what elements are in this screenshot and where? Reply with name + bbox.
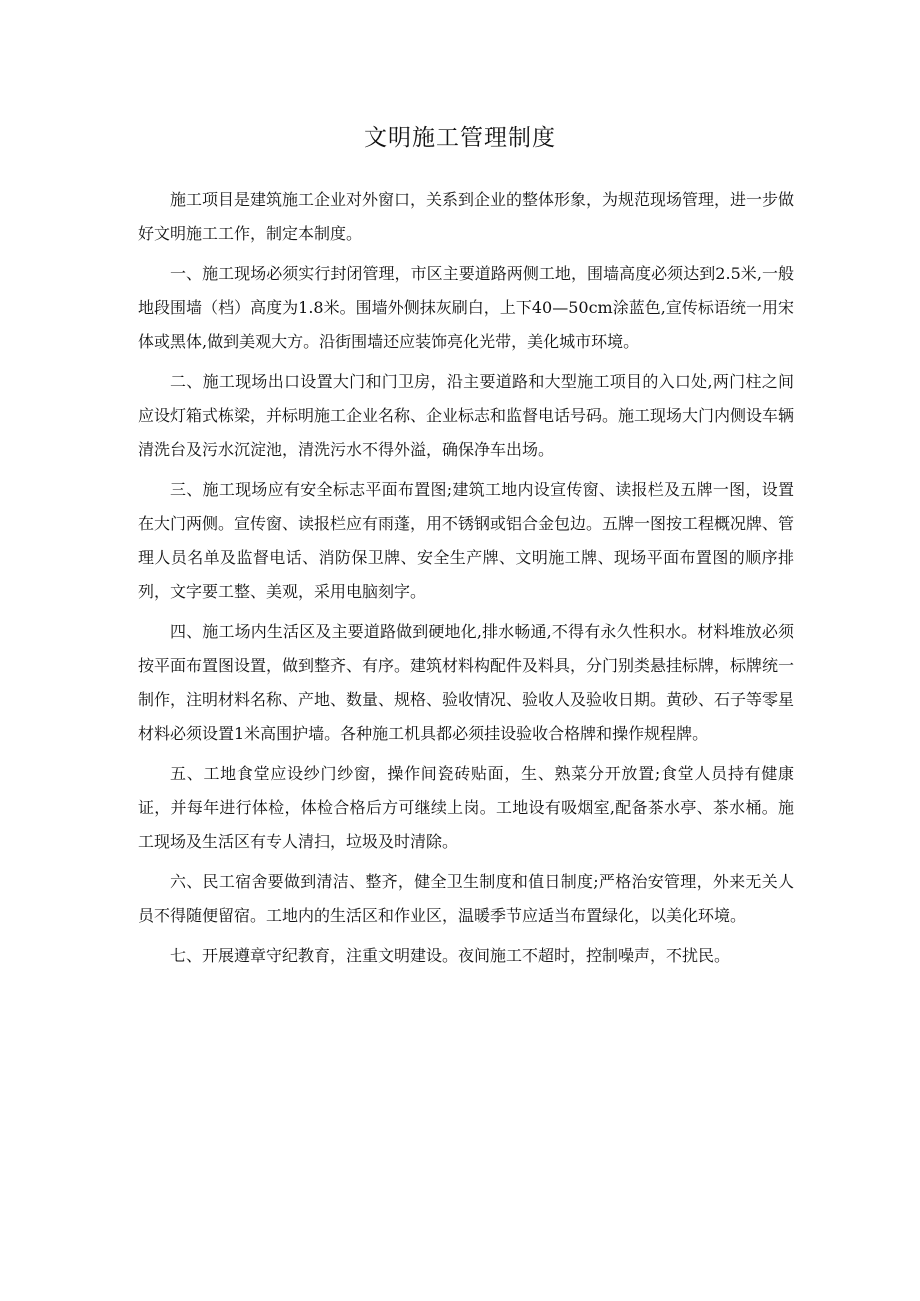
paragraph-7-education: 七、开展遵章守纪教育，注重文明建设。夜间施工不超时，控制噪声，不扰民。: [170, 946, 731, 965]
document-title: 文明施工管理制度: [364, 125, 556, 151]
paragraph-1-enclosure: 一、施工现场必须实行封闭管理，市区主要道路两侧工地，围墙高度必须达到2.5米,一般地段围墙（档）高度为1.8米。围墙外侧抹灰刷白，上下40—50cm涂蓝色,宣传标语统一用宋体或黑体,做到美观大方。沿街围墙还应装饰亮化光带，美化城市环境。: [138, 264, 794, 351]
document-body: [138, 183, 794, 979]
paragraph-6-dormitory: 六、民工宿舍要做到清洁、整齐，健全卫生制度和值日制度;严格治安管理，外来无关人员不得随便留宿。工地内的生活区和作业区，温暖季节应适当布置绿化，以美化环境。: [138, 872, 794, 925]
paragraph-5-canteen: 五、工地食堂应设纱门纱窗，操作间瓷砖贴面，生、熟菜分开放置;食堂人员持有健康证，并每年进行体检，体检合格后方可继续上岗。工地设有吸烟室,配备茶水亭、茶水桶。施工现场及生活区有专人清扫，垃圾及时清除。: [138, 764, 794, 851]
paragraph-intro: 施工项目是建筑施工企业对外窗口，关系到企业的整体形象，为规范现场管理，进一步做好文明施工工作，制定本制度。: [138, 190, 795, 243]
paragraph-2-gate: 二、施工现场出口设置大门和门卫房，沿主要道路和大型施工项目的入口处,两门柱之间应设灯箱式栋梁，并标明施工企业名称、企业标志和监督电话号码。施工现场大门内侧设车辆清洗台及污水沉淀池，清洗污水不得外溢，确保净车出场。: [138, 372, 795, 459]
paragraph-4-materials: 四、施工场内生活区及主要道路做到硬地化,排水畅通,不得有永久性积水。材料堆放必须按平面布置图设置，做到整齐、有序。建筑材料构配件及料具，分门别类悬挂标牌，标牌统一制作，注明材料名称、产地、数量、规格、验收情况、验收人及验收日期。黄砂、石子等零星材料必须设置1米高围护墙。各种施工机具都必须挂设验收合格牌和操作规程牌。: [138, 622, 795, 743]
paragraph-3-signage: 三、施工现场应有安全标志平面布置图;建筑工地内设宣传窗、读报栏及五牌一图，设置在大门两侧。宣传窗、读报栏应有雨蓬，用不锈钢或铝合金包边。五牌一图按工程概况牌、管理人员名单及监督电话、消防保卫牌、安全生产牌、文明施工牌、现场平面布置图的顺序排列，文字要工整、美观，采用电脑刻字。: [138, 480, 795, 601]
